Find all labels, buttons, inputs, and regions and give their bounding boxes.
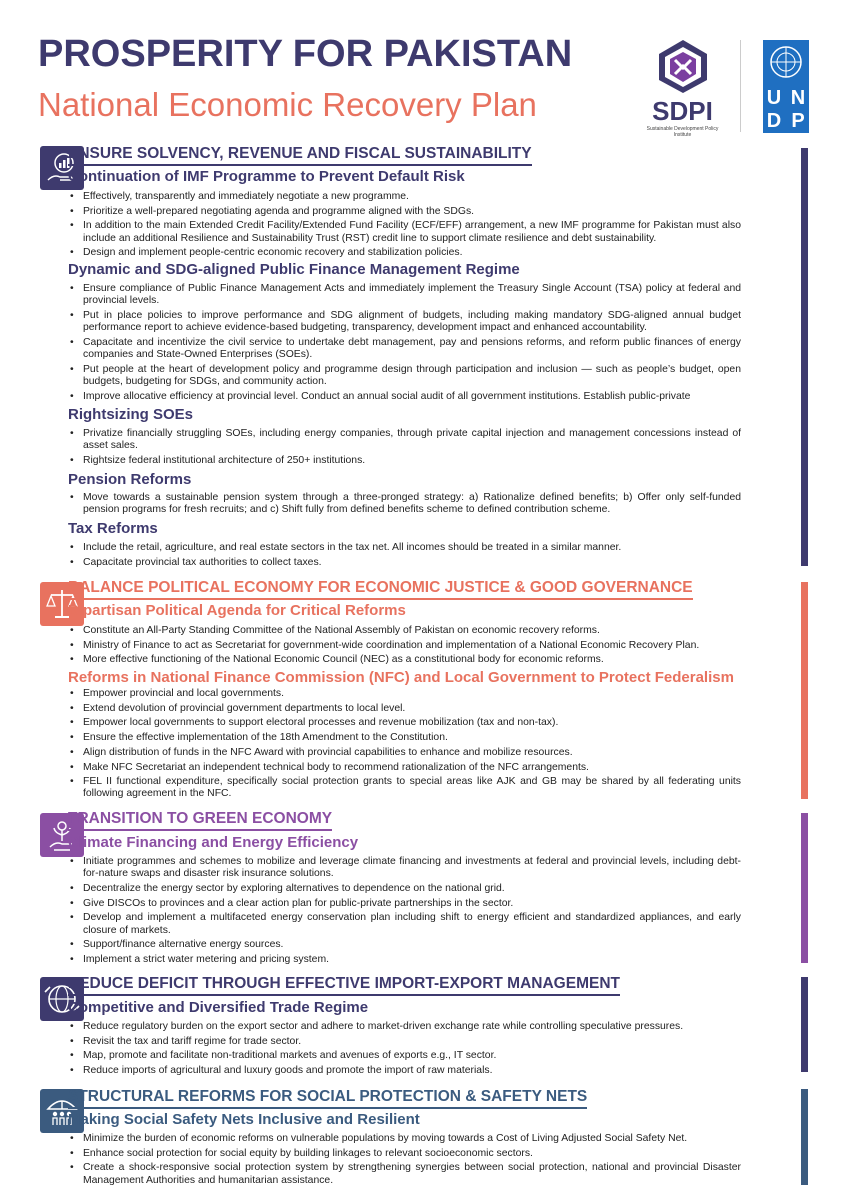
section-2-heading <box>68 579 693 597</box>
section-2-heading-text: BALANCE POLITICAL ECONOMY FOR ECONOMIC JUSTICE & GOOD GOVERNANCE <box>68 579 693 596</box>
list-item: • In addition to the main Extended Credit Facility/Extended Fund Facility (ECF/EFF) arrangement, a new IMF programme for Pakistan must also include an additional Resilience and Sustainability Trust (RST) credit line to support climate resilience and debt sustainability. <box>68 220 741 244</box>
group-title: Dynamic and SDG-aligned Public Finance Management Regime <box>68 261 520 278</box>
heading-underline <box>68 1107 587 1109</box>
group-title: Bipartisan Political Agenda for Critical Reforms <box>68 602 406 619</box>
group-title: Continuation of IMF Programme to Prevent Default Risk <box>68 168 465 185</box>
list-item: • Privatize financially struggling SOEs, including energy companies, through private capital injection and management concessions instead of asset sales. <box>68 428 741 452</box>
section-5-heading <box>68 1088 587 1106</box>
group-title: Climate Financing and Energy Efficiency <box>68 834 359 851</box>
section-1-bar <box>801 148 808 566</box>
list-item: • Capacitate provincial tax authorities to collect taxes. <box>68 557 741 569</box>
undp-letter-d: D <box>766 110 782 132</box>
list-item: • Ensure compliance of Public Finance Management Acts and immediately implement the Treasury Single Account (TSA) policy at federal and provincial levels. <box>68 283 741 307</box>
list-item: • Minimize the burden of economic reforms on vulnerable populations by moving towards a Cost of Living Adjusted Social Safety Net. <box>68 1133 741 1145</box>
list-item: • Empower local governments to support electoral processes and revenue mobilization (tax and non-tax). <box>68 717 741 729</box>
sdpi-name: SDPI <box>652 96 713 126</box>
group-title: Rightsizing SOEs <box>68 406 194 423</box>
heading-underline <box>68 164 532 166</box>
bullet-list <box>68 625 741 669</box>
list-item: • Put in place policies to improve performance and SDG alignment of budgets, including making mandatory SDG-aligned annual budget performance report to achieve evidence-based budgeting, transparency, development impact and enhanced accountability. <box>68 310 741 334</box>
undp-letter-u: U <box>766 87 782 109</box>
bullet-list <box>68 542 741 571</box>
section-4-heading-text: REDUCE DEFICIT THROUGH EFFECTIVE IMPORT-EXPORT MANAGEMENT <box>68 975 620 992</box>
list-item: • Implement a strict water metering and pricing system. <box>68 954 741 966</box>
list-item: • More effective functioning of the National Economic Council (NEC) as a constitutional body for economic reforms. <box>68 654 741 666</box>
undp-letter-n: N <box>790 87 806 109</box>
sdpi-logo <box>640 38 725 138</box>
section-3-heading-text: TRANSITION TO GREEN ECONOMY <box>68 810 333 827</box>
section-2-bar <box>801 582 808 799</box>
group-title: Competitive and Diversified Trade Regime <box>68 999 369 1016</box>
list-item: • Ensure the effective implementation of the 18th Amendment to the Constitution. <box>68 732 741 744</box>
list-item: • Empower provincial and local governments. <box>68 688 741 700</box>
list-item: • Put people at the heart of development policy and programme design through participation and inclusion — such as people’s budget, open budgets, budgeting for SDGs, and community action. <box>68 364 741 388</box>
section-5-bar <box>801 1089 808 1185</box>
un-emblem-icon <box>767 43 805 81</box>
section-3-heading <box>68 810 332 828</box>
heading-underline <box>68 994 620 996</box>
bullet-list <box>68 1021 741 1080</box>
list-item: • Align distribution of funds in the NFC Award with provincial capabilities to enhance and mobilize resources. <box>68 747 741 759</box>
list-item: • FEL II functional expenditure, specifically social protection grants to special areas like AJK and GB may be shared by all federating units following agreement in the NFC. <box>68 776 741 800</box>
group-title: Making Social Safety Nets Inclusive and Resilient <box>68 1111 420 1128</box>
section-5-heading-text: STRUCTURAL REFORMS FOR SOCIAL PROTECTION & SAFETY NETS <box>68 1088 588 1105</box>
logo-divider <box>740 40 741 132</box>
list-item: • Design and implement people-centric economic recovery and stabilization policies. <box>68 247 741 259</box>
list-item: • Rightsize federal institutional architecture of 250+ institutions. <box>68 455 741 467</box>
bullet-list <box>68 856 741 969</box>
list-item: • Create a shock-responsive social protection system by strengthening synergies between social protection, national and provincial Disaster Management Authorities and humanitarian assistance. <box>68 1162 741 1186</box>
section-1-heading-text: ENSURE SOLVENCY, REVENUE AND FISCAL SUSTAINABILITY <box>68 145 532 162</box>
list-item: • Initiate programmes and schemes to mobilize and leverage climate financing and investments at federal and provincial levels, including debt-for-nature swaps and disaster risk insurance solutions. <box>68 856 741 880</box>
bullet-list <box>68 283 741 405</box>
list-item: • Develop and implement a multifaceted energy conservation plan including shift to energy efficient and standardized appliances, and early closure of markets. <box>68 912 741 936</box>
bullet-list <box>68 191 741 262</box>
page-title: PROSPERITY FOR PAKISTAN <box>38 33 573 75</box>
list-item: • Give DISCOs to provinces and a clear action plan for public-private partnerships in the sector. <box>68 898 741 910</box>
list-item: • Reduce regulatory burden on the export sector and adhere to market-driven exchange rate while controlling speculative pressures. <box>68 1021 741 1033</box>
list-item: • Extend devolution of provincial government departments to local level. <box>68 703 741 715</box>
heading-underline <box>68 598 693 600</box>
group-title: Pension Reforms <box>68 471 192 488</box>
heading-underline <box>68 829 332 831</box>
section-4-bar <box>801 977 808 1072</box>
list-item: • Reduce imports of agricultural and luxury goods and promote the import of raw materials. <box>68 1065 741 1077</box>
list-item: • Capacitate and incentivize the civil service to undertake debt management, pay and pensions reforms, and reform public finances of energy companies and State-Owned Enterprises (SOEs). <box>68 337 741 361</box>
undp-letter-p: P <box>791 110 805 132</box>
list-item: • Make NFC Secretariat an independent technical body to recommend rationalization of the NFC arrangements. <box>68 762 741 774</box>
list-item: • Prioritize a well-prepared negotiating agenda and programme aligned with the SDGs. <box>68 206 741 218</box>
section-1-heading <box>68 145 532 163</box>
list-item: • Effectively, transparently and immediately negotiate a new programme. <box>68 191 741 203</box>
undp-logo <box>763 40 809 133</box>
bullet-list <box>68 1133 741 1189</box>
sdpi-full-name: Sustainable Development Policy Institute <box>646 126 719 138</box>
list-item: • Map, promote and facilitate non-traditional markets and avenues of exports e.g., IT sector. <box>68 1050 741 1062</box>
bullet-list <box>68 688 741 803</box>
list-item: • Move towards a sustainable pension system through a three-pronged strategy: a) Rationalize defined benefits; b) Offer only self-funded pension programs for fresh recruits; and c) Shift fully from defined benefits scheme to defined contribution scheme. <box>68 492 741 516</box>
group-title: Reforms in National Finance Commission (NFC) and Local Government to Protect Federalism <box>68 669 734 686</box>
section-4-heading <box>68 975 620 993</box>
sdpi-emblem-icon <box>655 38 711 94</box>
bullet-list <box>68 492 741 519</box>
list-item: • Improve allocative efficiency at provincial level. Conduct an annual social audit of all government institutions. Establish public-private <box>68 391 741 403</box>
group-title: Tax Reforms <box>68 520 158 537</box>
list-item: • Constitute an All-Party Standing Committee of the National Assembly of Pakistan on economic recovery reforms. <box>68 625 741 637</box>
list-item: • Include the retail, agriculture, and real estate sectors in the tax net. All incomes should be treated in a similar manner. <box>68 542 741 554</box>
bullet-list <box>68 428 741 470</box>
list-item: • Enhance social protection for social equity by building linkages to relevant socioeconomic sectors. <box>68 1148 741 1160</box>
list-item: • Ministry of Finance to act as Secretariat for government-wide coordination and implementation of a National Economic Recovery Plan. <box>68 640 741 652</box>
list-item: • Revisit the tax and tariff regime for trade sector. <box>68 1036 741 1048</box>
list-item: • Decentralize the energy sector by exploring alternatives to dependence on the national grid. <box>68 883 741 895</box>
page-subtitle: National Economic Recovery Plan <box>38 86 537 123</box>
list-item: • Support/finance alternative energy sources. <box>68 939 741 951</box>
section-3-bar <box>801 813 808 963</box>
